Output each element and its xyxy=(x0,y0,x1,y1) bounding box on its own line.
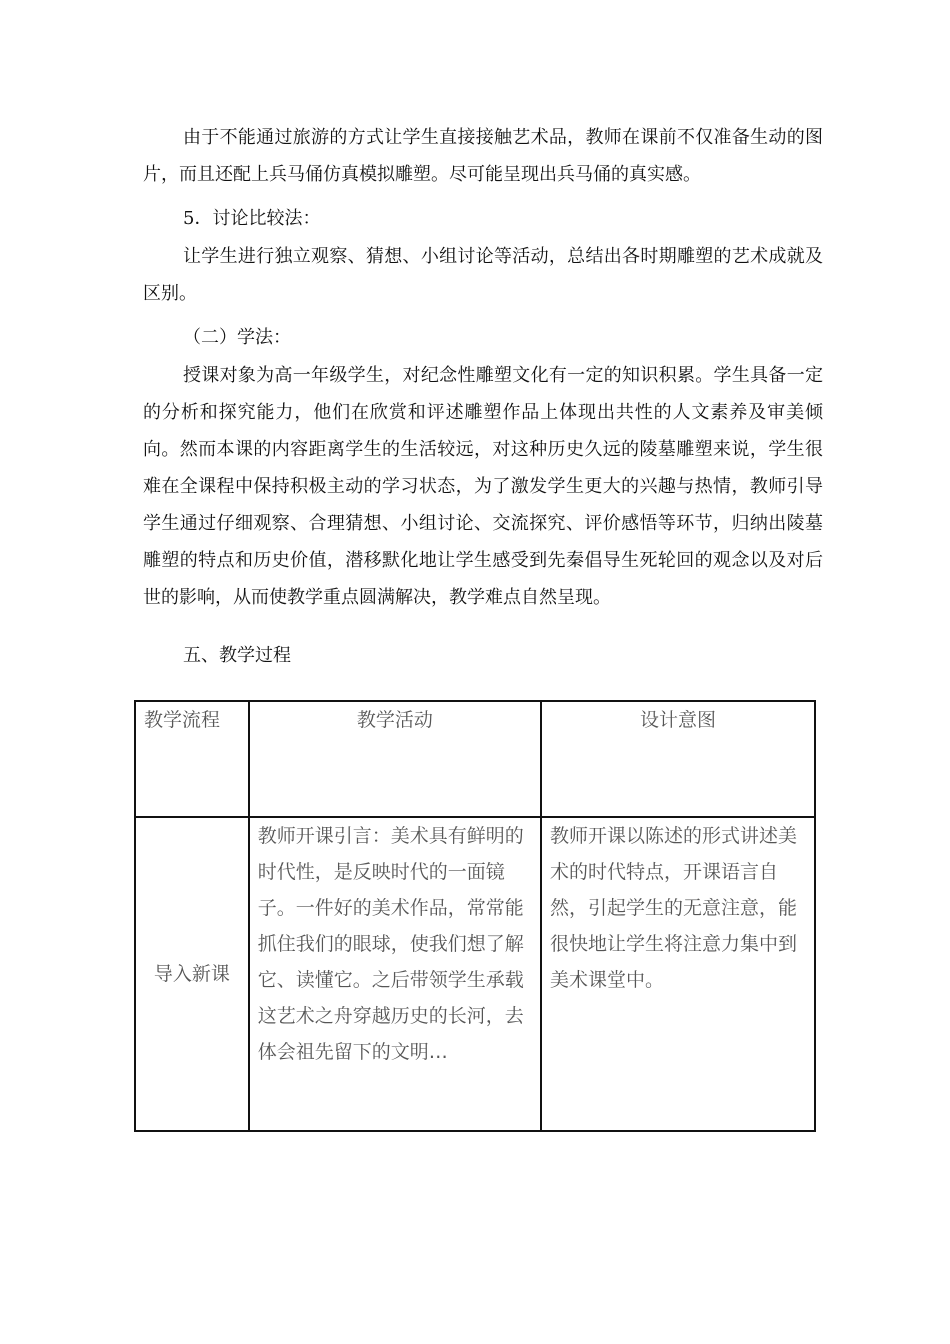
table-header-row xyxy=(135,701,815,817)
header-cell-activity: 教学活动 xyxy=(249,701,541,817)
heading-learning-method: （二）学法： xyxy=(183,327,291,348)
paragraph-discussion-method: 让学生进行独立观察、猜想、小组讨论等活动，总结出各时期雕塑的艺术成就及区别。 xyxy=(143,246,823,304)
heading-teaching-process: 五、教学过程 xyxy=(183,645,291,666)
heading-discussion-method: 5．讨论比较法： xyxy=(183,208,321,229)
cell-activity: 教师开课引言：美术具有鲜明的时代性，是反映时代的一面镜子。一件好的美术作品，常常能抓住我们的眼球，使我们想了解它、读懂它。之后带领学生承载这艺术之舟穿越历史的长河，去体会祖先留下的文明… xyxy=(249,817,541,1131)
cell-stage: 导入新课 xyxy=(135,817,249,1131)
table-row xyxy=(135,817,815,1131)
teaching-process-table xyxy=(134,700,816,1132)
cell-intent: 教师开课以陈述的形式讲述美术的时代特点，开课语言自然，引起学生的无意注意，能很快地让学生将注意力集中到美术课堂中。 xyxy=(541,817,815,1131)
paragraph-learning-method: 授课对象为高一年级学生，对纪念性雕塑文化有一定的知识积累。学生具备一定的分析和探究能力，他们在欣赏和评述雕塑作品上体现出共性的人文素养及审美倾向。然而本课的内容距离学生的生活较远，对这种历史久远的陵墓雕塑来说，学生很难在全课程中保持积极主动的学习状态，为了激发学生更大的兴趣与热情，教师引导学生通过仔细观察、合理猜想、小组讨论、交流探究、评价感悟等环节，归纳出陵墓雕塑的特点和历史价值，潜移默化地让学生感受到先秦倡导生死轮回的观念以及对后世的影响，从而使教学重点圆满解决，教学难点自然呈现。 xyxy=(143,365,823,608)
header-cell-stage: 教学流程 xyxy=(135,701,249,817)
header-cell-intent: 设计意图 xyxy=(541,701,815,817)
paragraph-teaching-materials: 由于不能通过旅游的方式让学生直接接触艺术品，教师在课前不仅准备生动的图片，而且还配上兵马俑仿真模拟雕塑。尽可能呈现出兵马俑的真实感。 xyxy=(143,127,823,185)
